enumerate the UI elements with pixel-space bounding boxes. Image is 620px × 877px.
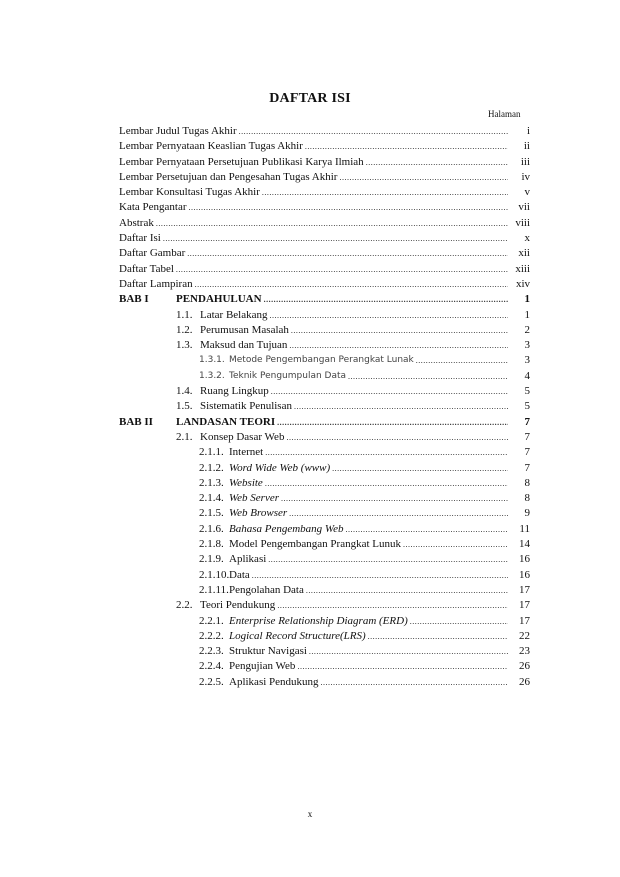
toc-entry-title: Web Server [229, 492, 279, 505]
dot-leader [305, 139, 508, 154]
toc-entry [119, 491, 530, 506]
dot-leader [416, 353, 508, 368]
section-number: 1.3. [176, 339, 193, 352]
toc-entry [119, 415, 530, 430]
dot-leader [277, 598, 508, 613]
toc-entry-page: 3 [524, 354, 530, 367]
toc-entry-page: 26 [519, 660, 530, 673]
dot-leader [264, 292, 508, 307]
toc-entry-page: 2 [524, 323, 530, 336]
toc-entry-title: Logical Record Structure(LRS) [229, 629, 366, 642]
toc-entry [119, 155, 530, 170]
section-number: 2.1.6. [199, 522, 224, 535]
section-number: 2.2.2. [199, 629, 224, 642]
toc-entry-page: 7 [524, 430, 530, 443]
toc-entry-title: Maksud dan Tujuan [200, 339, 288, 352]
toc-entry [119, 277, 530, 292]
toc-entry-title: Teori Pendukung [200, 599, 276, 612]
toc-entry [119, 583, 530, 598]
toc-entry-page: 7 [524, 461, 530, 474]
toc-entry [119, 644, 530, 659]
section-number: 2.1.11. [199, 583, 229, 596]
page-title: DAFTAR ISI [269, 91, 351, 106]
dot-leader [252, 568, 508, 583]
toc-entry-title: Metode Pengembangan Perangkat Lunak [229, 355, 414, 366]
section-number: 2.1.10. [199, 568, 230, 581]
toc-entry [119, 522, 530, 537]
toc-entry-title: Enterprise Relationship Diagram (ERD) [229, 614, 408, 627]
toc-entry-page: viii [515, 216, 530, 229]
toc-entry-title: Daftar Tabel [119, 262, 174, 275]
toc-entry-page: xiii [515, 262, 530, 275]
toc-entry-title: Ruang Lingkup [200, 385, 269, 398]
toc-entry [119, 124, 530, 139]
page-number: x [307, 809, 313, 819]
toc-entry-page: 17 [519, 614, 530, 627]
dot-leader [265, 445, 508, 460]
toc-entry [119, 170, 530, 185]
dot-leader [289, 338, 508, 353]
toc-entry-page: 5 [524, 400, 530, 413]
toc-entry [119, 506, 530, 521]
section-number: 1.2. [176, 323, 193, 336]
toc-entry [119, 231, 530, 246]
toc-entry-title: Internet [229, 446, 264, 459]
toc-entry-title: Konsep Dasar Web [200, 430, 285, 443]
toc-entry-page: 23 [519, 645, 530, 658]
toc-entry-title: Lembar Pernyataan Keaslian Tugas Akhir [119, 140, 303, 153]
dot-leader [348, 369, 508, 384]
toc-entry-title: Abstrak [119, 216, 154, 229]
toc-entry-title: PENDAHULUAN [176, 293, 262, 306]
toc-entry-title: Lembar Judul Tugas Akhir [119, 125, 237, 137]
dot-leader [163, 231, 508, 246]
toc-entry [119, 537, 530, 552]
section-number: 2.1.3. [199, 476, 224, 489]
toc-entry-page: 8 [524, 476, 530, 489]
toc-entry-page: 4 [524, 369, 530, 382]
halaman-label: Halaman [488, 109, 521, 119]
toc-entry-title: Web Browser [229, 507, 288, 520]
chapter-number: BAB I [119, 293, 149, 306]
dot-leader [339, 170, 508, 185]
toc-entry-title: Data [229, 568, 250, 581]
section-number: 2.2.5. [199, 675, 224, 688]
dot-leader [306, 583, 508, 598]
toc-entry [119, 568, 530, 583]
section-number: 1.3.2. [199, 370, 225, 381]
table-of-contents [119, 124, 530, 690]
dot-leader [291, 323, 508, 338]
toc-entry [119, 399, 530, 414]
toc-entry-title: Daftar Isi [119, 232, 161, 245]
toc-entry-page: iii [520, 155, 530, 168]
toc-entry-title: Sistematik Penulisan [200, 400, 292, 413]
toc-entry [119, 369, 530, 384]
dot-leader [297, 659, 508, 674]
dot-leader [239, 124, 508, 139]
toc-entry [119, 200, 530, 215]
dot-leader [271, 384, 508, 399]
dot-leader [189, 200, 509, 215]
toc-entry-page: 22 [519, 629, 530, 642]
toc-entry-page: v [524, 186, 530, 199]
toc-entry-title: Aplikasi [229, 553, 267, 566]
dot-leader [262, 185, 508, 200]
toc-entry-page: ii [523, 140, 530, 153]
toc-entry-title: Lembar Pernyataan Persetujuan Publikasi Karya Ilmiah [119, 155, 364, 168]
toc-entry [119, 629, 530, 644]
section-number: 1.3.1. [199, 355, 225, 366]
section-number: 2.1. [176, 430, 193, 443]
toc-entry [119, 675, 530, 690]
dot-leader [277, 415, 508, 430]
toc-entry-page: 16 [519, 553, 530, 566]
toc-entry [119, 262, 530, 277]
dot-leader [403, 537, 508, 552]
section-number: 2.1.1. [199, 446, 224, 459]
toc-entry-title: Kata Pengantar [119, 201, 187, 214]
toc-entry-page: i [526, 125, 530, 137]
section-number: 2.1.4. [199, 492, 224, 505]
dot-leader [268, 552, 508, 567]
toc-entry [119, 308, 530, 323]
toc-entry-page: 8 [524, 492, 530, 505]
toc-entry-title: Perumusan Masalah [200, 323, 289, 336]
toc-entry-title: Lembar Persetujuan dan Pengesahan Tugas Akhir [119, 170, 338, 183]
toc-entry [119, 476, 530, 491]
toc-entry-page: 17 [519, 599, 530, 612]
toc-entry-page: 16 [519, 568, 530, 581]
section-number: 2.2.3. [199, 645, 224, 658]
toc-entry-page: 1 [524, 308, 530, 321]
section-number: 1.4. [176, 385, 193, 398]
toc-entry-title: Pengujian Web [229, 660, 296, 673]
chapter-number: BAB II [119, 415, 153, 428]
dot-leader [321, 675, 508, 690]
dot-leader [195, 277, 508, 292]
dot-leader [187, 246, 508, 261]
toc-entry [119, 461, 530, 476]
toc-entry-page: vii [518, 201, 530, 214]
section-number: 2.2.4. [199, 660, 224, 673]
toc-entry [119, 430, 530, 445]
toc-entry-page: 11 [519, 522, 530, 535]
dot-leader [345, 522, 508, 537]
toc-entry-title: Latar Belakang [200, 308, 268, 321]
dot-leader [368, 629, 508, 644]
section-number: 1.5. [176, 400, 193, 413]
toc-entry [119, 353, 530, 368]
toc-entry-title: Struktur Navigasi [229, 645, 307, 658]
toc-entry-page: 5 [524, 385, 530, 398]
toc-entry [119, 384, 530, 399]
toc-entry-title: LANDASAN TEORI [176, 415, 276, 428]
toc-entry [119, 445, 530, 460]
section-number: 2.1.8. [199, 538, 224, 551]
toc-entry-title: Word Wide Web (www) [229, 461, 331, 474]
toc-entry-title: Bahasa Pengembang Web [229, 522, 344, 535]
toc-entry-page: iv [521, 170, 530, 183]
section-number: 2.2.1. [199, 614, 224, 627]
section-number: 2.2. [176, 599, 193, 612]
toc-entry-page: xii [518, 247, 530, 260]
section-number: 2.1.2. [199, 461, 224, 474]
dot-leader [176, 262, 508, 277]
toc-entry-page: xiv [515, 277, 530, 290]
dot-leader [332, 461, 508, 476]
dot-leader [289, 506, 508, 521]
toc-entry-page: x [524, 232, 530, 245]
toc-entry [119, 598, 530, 613]
toc-entry-title: Daftar Lampiran [119, 277, 193, 290]
section-number: 2.1.9. [199, 553, 224, 566]
toc-entry-title: Model Pengembangan Prangkat Lunuk [229, 538, 401, 551]
toc-entry [119, 216, 530, 231]
toc-entry [119, 659, 530, 674]
toc-entry-page: 9 [524, 507, 530, 520]
dot-leader [294, 399, 508, 414]
dot-leader [281, 491, 508, 506]
dot-leader [286, 430, 508, 445]
toc-entry [119, 246, 530, 261]
toc-entry-title: Daftar Gambar [119, 247, 186, 260]
toc-entry-page: 7 [524, 415, 530, 428]
toc-entry [119, 323, 530, 338]
toc-entry [119, 292, 530, 307]
section-number: 2.1.5. [199, 507, 224, 520]
dot-leader [309, 644, 508, 659]
dot-leader [156, 216, 508, 231]
dot-leader [265, 476, 508, 491]
toc-entry-page: 1 [524, 293, 530, 306]
toc-entry-page: 26 [519, 675, 530, 688]
dot-leader [270, 308, 509, 323]
toc-entry [119, 614, 530, 629]
toc-entry [119, 139, 530, 154]
toc-entry-page: 17 [519, 583, 530, 596]
toc-entry-title: Pengolahan Data [229, 583, 304, 596]
toc-entry-page: 7 [524, 446, 530, 459]
toc-entry-title: Website [229, 476, 263, 489]
dot-leader [410, 614, 508, 629]
dot-leader [366, 155, 508, 170]
toc-entry [119, 338, 530, 353]
toc-entry-page: 3 [524, 339, 530, 352]
toc-entry-title: Lembar Konsultasi Tugas Akhir [119, 186, 260, 199]
toc-entry-title: Aplikasi Pendukung [229, 675, 319, 688]
toc-entry-title: Teknik Pengumpulan Data [229, 370, 347, 381]
toc-entry [119, 552, 530, 567]
toc-entry [119, 185, 530, 200]
toc-entry-page: 14 [519, 538, 530, 551]
section-number: 1.1. [176, 308, 193, 321]
